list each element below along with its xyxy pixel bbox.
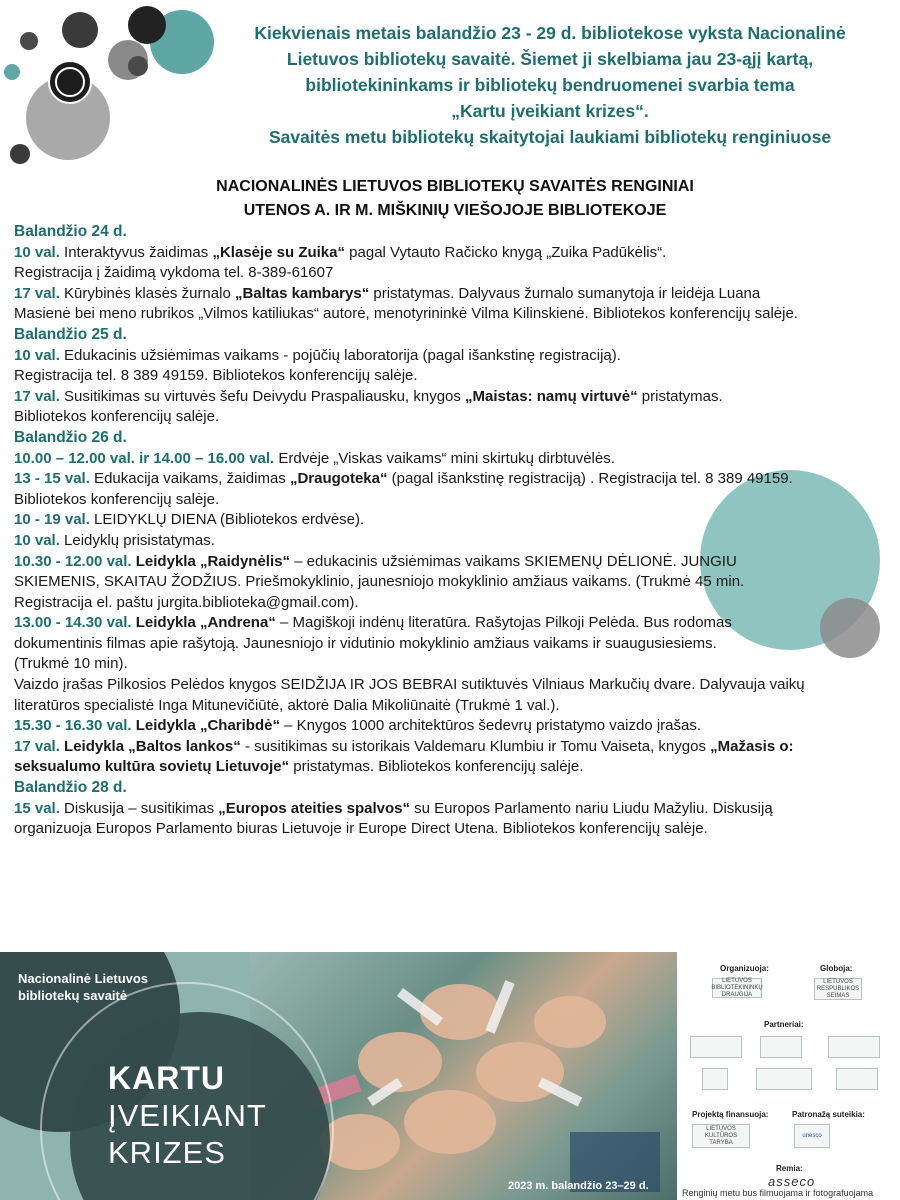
event-time: 10.30 - 12.00 val. — [14, 552, 132, 570]
intro-text — [200, 20, 900, 150]
event-text: Susitikimas su virtuvės šefu Deivydu Praspaliausku, knygos — [59, 387, 466, 405]
partner-logo — [756, 1068, 812, 1090]
seimas-logo: LIETUVOS RESPUBLIKOS SEIMAS — [814, 978, 862, 1000]
event-time: 17 val. — [14, 737, 60, 755]
funder-label: Projektą finansuoja: — [692, 1110, 769, 1119]
event-line — [14, 346, 890, 367]
event-line: Vaizdo įrašas Pilkosios Pelėdos knygos SEIDŽIJA IR JOS BEBRAI sutiktuvės Vilniaus Markučių dvare. Dalyvauja vaikų — [14, 676, 805, 694]
event-title: Leidykla „Andrena“ — [131, 614, 276, 632]
event-text: pristatymas. — [637, 387, 723, 405]
day-header: Balandžio 24 d. — [14, 223, 127, 240]
day-header: Balandžio 28 d. — [14, 779, 127, 797]
event-text: su Europos Parlamento nariu Liudu Mažyliu. Diskusiją — [409, 799, 773, 817]
event-line — [14, 757, 890, 778]
intro-line: Lietuvos bibliotekų savaitė. Šiemet ji skelbiama jau 23-ąjį kartą, — [286, 49, 814, 69]
intro-line: Savaitės metu bibliotekų skaitytojai laukiami bibliotekų renginiuose — [268, 127, 832, 147]
heading-line: UTENOS A. IR M. MIŠKINIŲ VIEŠOJOJE BIBLIOTEKOJE — [243, 202, 667, 219]
banner-subtitle-line: Nacionalinė Lietuvos — [18, 971, 149, 986]
event-text: pristatymas. Bibliotekos konferencijų salėje. — [289, 758, 584, 776]
event-line — [14, 449, 890, 470]
banner-title-line: KARTU — [108, 1060, 225, 1096]
banner-title-line: ĮVEIKIANT — [108, 1098, 267, 1133]
event-line: Registracija tel. 8 389 49159. Bibliotekos konferencijų salėje. — [14, 367, 418, 385]
event-text: pagal Vytauto Račicko knygą „Zuika Padūkėlis“. — [345, 243, 667, 261]
event-text: (pagal išankstinę registraciją) . Registracija tel. 8 389 49159. — [387, 470, 793, 488]
ltk-logo: LIETUVOS KULTŪROS TARYBA — [692, 1124, 750, 1148]
day-header: Balandžio 25 d. — [14, 325, 127, 343]
event-line — [14, 613, 890, 634]
day-header: Balandžio 26 d. — [14, 428, 127, 446]
intro-line: „Kartu įveikiant krizes“. — [451, 101, 649, 121]
event-line: organizuoja Europos Parlamento biuras Lietuvoje ir Europe Direct Utena. Bibliotekos konferencijų salėje. — [14, 820, 708, 838]
event-time: 15.30 - 16.30 val. — [14, 717, 132, 735]
event-program — [14, 222, 890, 840]
event-time: 10 val. — [14, 346, 60, 364]
event-line: literatūros specialistė Inga Mitunevičiūtė, aktorė Dalia Mikoliūnaitė (Trukmė 1 val.). — [14, 696, 560, 714]
event-line — [14, 799, 890, 820]
unesco-logo: unesco — [794, 1124, 830, 1148]
event-text: - susitikimas su istorikais Valdemaru Klumbiu ir Tomu Vaiseta, knygos — [240, 737, 711, 755]
event-text: pristatymas. Dalyvaus žurnalo sumanytoja ir leidėja Luana — [369, 284, 761, 302]
event-time: 10 - 19 val. — [14, 511, 90, 529]
event-text: Leidyklų prisistatymas. — [59, 531, 215, 549]
event-line — [14, 510, 890, 531]
event-title: „Europos ateities spalvos“ — [218, 799, 410, 817]
decor-circle — [55, 67, 85, 97]
event-line: Registracija į žaidimą vykdoma tel. 8-389-61607 — [14, 264, 334, 282]
event-line — [14, 552, 890, 573]
event-text: Erdvėje „Viskas vaikams“ mini skirtukų dirbtuvėlės. — [274, 449, 615, 467]
event-text: Edukacija vaikams, žaidimas — [89, 470, 290, 488]
event-line — [14, 387, 890, 408]
event-line: Bibliotekos konferencijų salėje. — [14, 408, 220, 426]
decor-circle — [10, 144, 30, 164]
partners-label: Partneriai: — [764, 1020, 804, 1029]
event-time: 10 val. — [14, 243, 60, 261]
event-text: – Knygos 1000 architektūros šedevrų pristatymo vaizdo įrašas. — [279, 717, 702, 735]
event-title: Leidykla „Baltos lankos“ — [59, 737, 241, 755]
campaign-banner — [0, 952, 677, 1200]
event-line: Masienė bei meno rubrikos „Vilmos katiliukas“ autorė, menotyrininkė Vilma Kilinskienė. Bibliotekos konferencijų salėje. — [14, 305, 798, 323]
lbd-logo: LIETUVOS BIBLIOTEKININKŲ DRAUGIJA — [711, 977, 763, 998]
event-line: (Trukmė 10 min). — [14, 655, 128, 673]
event-title: „Klasėje su Zuika“ — [212, 243, 345, 261]
event-text: – edukacinis užsiėmimas vaikams SKIEMENŲ DĖLIONĖ. JUNGIU — [290, 552, 737, 570]
event-line — [14, 469, 890, 490]
event-time: 10.00 – 12.00 val. ir 14.00 – 16.00 val. — [14, 449, 275, 467]
decor-circle — [128, 6, 166, 44]
event-time: 13.00 - 14.30 val. — [14, 614, 132, 632]
event-title: „Maistas: namų virtuvė“ — [465, 387, 638, 405]
partner-logo — [702, 1068, 728, 1090]
event-time: 10 val. — [14, 531, 60, 549]
intro-line: Kiekvienais metais balandžio 23 - 29 d. bibliotekose vyksta Nacionalinė — [254, 23, 846, 43]
decor-circle — [4, 64, 20, 80]
banner-subtitle — [18, 970, 198, 1004]
banner-subtitle-line: bibliotekų savaitė — [18, 988, 128, 1003]
organizer-label: Organizuoja: — [720, 964, 769, 973]
event-line: SKIEMENIS, SKAITAU ŽODŽIUS. Priešmokyklinio, jaunesniojo mokyklinio amžiaus vaikams. (Trukmė 45 min. — [14, 573, 745, 591]
decor-circle — [62, 12, 98, 48]
event-time: 17 val. — [14, 387, 60, 405]
event-title: Leidykla „Raidynėlis“ — [131, 552, 290, 570]
sponsor-label: Remia: — [776, 1164, 803, 1173]
event-text: – Magiškoji indėnų literatūra. Rašytojas Pilkoji Pelėda. Bus rodomas — [275, 614, 732, 632]
event-title: „Draugoteka“ — [289, 470, 388, 488]
event-line: Bibliotekos konferencijų salėje. — [14, 490, 220, 508]
partner-logo — [690, 1036, 742, 1058]
decor-circle — [20, 32, 38, 50]
heading-line: NACIONALINĖS LIETUVOS BIBLIOTEKŲ SAVAITĖS RENGINIAI — [216, 178, 694, 195]
partner-logo — [760, 1036, 802, 1058]
partners-panel — [680, 952, 900, 1200]
program-heading — [150, 175, 760, 223]
event-text: Interaktyvus žaidimas — [59, 243, 213, 261]
event-title: Leidykla „Charibdė“ — [131, 717, 280, 735]
event-title: „Baltas kambarys“ — [234, 284, 370, 302]
patron-label: Globoja: — [820, 964, 853, 973]
event-time: 15 val. — [14, 799, 60, 817]
intro-line: bibliotekininkams ir bibliotekų bendruomenei svarbia tema — [305, 75, 795, 95]
event-line — [14, 243, 890, 264]
asseco-logo: asseco — [768, 1174, 816, 1189]
decor-circle — [128, 56, 148, 76]
partner-logo — [836, 1068, 878, 1090]
event-title: seksualumo kultūra sovietų Lietuvoje“ — [14, 758, 290, 776]
footer-note: Renginių metu bus filmuojama ir fotografuojama — [682, 1188, 874, 1198]
event-line — [14, 716, 890, 737]
event-line — [14, 737, 890, 758]
banner-title-line: KRIZES — [108, 1135, 226, 1170]
event-title: „Mažasis o: — [710, 737, 794, 755]
event-text: LEIDYKLŲ DIENA (Bibliotekos erdvėse). — [89, 511, 365, 529]
event-line: dokumentinis filmas apie rašytoją. Jaunesniojo ir vidutinio mokyklinio amžiaus vaikams ir suaugusiesiems. — [14, 634, 717, 652]
event-text: Edukacinis užsiėmimas vaikams - pojūčių laboratorija (pagal išankstinę registraciją). — [59, 346, 621, 364]
banner-date: 2023 m. balandžio 23–29 d. — [508, 1180, 649, 1192]
event-text: Diskusija – susitikimas — [59, 799, 219, 817]
event-line: Registracija el. paštu jurgita.biblioteka@gmail.com). — [14, 593, 359, 611]
partner-logo — [828, 1036, 880, 1058]
banner-title — [108, 1060, 267, 1171]
event-text: Kūrybinės klasės žurnalo — [59, 284, 235, 302]
event-time: 17 val. — [14, 284, 60, 302]
event-line — [14, 531, 890, 552]
patronage-label: Patronažą suteikia: — [792, 1110, 865, 1119]
event-time: 13 - 15 val. — [14, 470, 90, 488]
event-line — [14, 284, 890, 305]
